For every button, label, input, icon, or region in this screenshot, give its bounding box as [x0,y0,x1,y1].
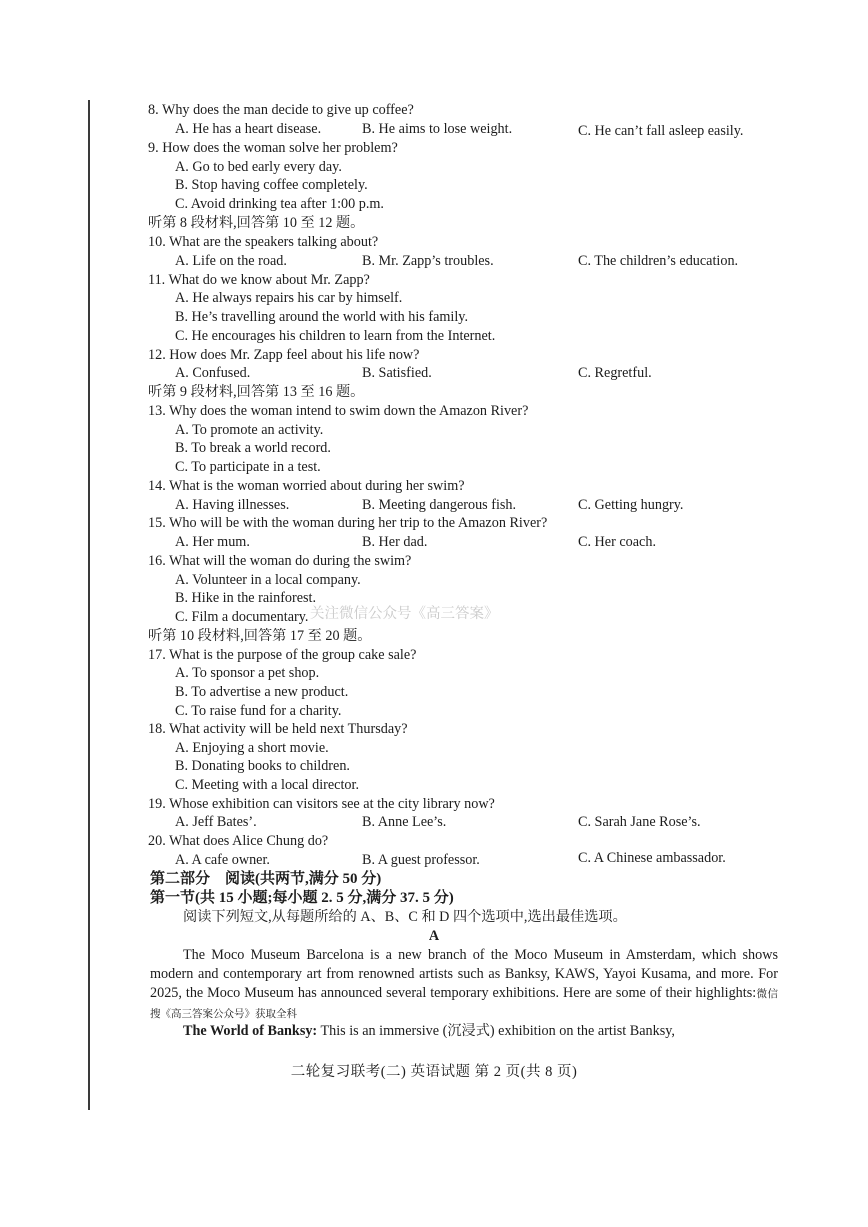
question-12: 12. How does Mr. Zapp feel about his life now? [148,347,420,363]
q19-option-a: A. Jeff Bates’. [175,814,257,830]
question-16: 16. What will the woman do during the swim? [148,553,412,569]
para-footnote: 微信搜《高三答案公众号》获取全科 [150,988,778,1021]
question-19: 19. Whose exhibition can visitors see at the city library now? [148,796,495,812]
q9-option-b: B. Stop having coffee completely. [175,177,368,193]
reading-instruction: 阅读下列短文,从每题所给的 A、B、C 和 D 四个选项中,选出最佳选项。 [183,909,627,925]
q12-option-b: B. Satisfied. [362,365,432,381]
q14-option-a: A. Having illnesses. [175,497,290,513]
q15-option-a: A. Her mum. [175,534,250,550]
q10-option-a: A. Life on the road. [175,253,287,269]
question-14: 14. What is the woman worried about during her swim? [148,478,465,494]
q15-option-c: C. Her coach. [578,534,656,550]
q18-option-a: A. Enjoying a short movie. [175,740,329,756]
question-18: 18. What activity will be held next Thursday? [148,721,408,737]
q18-option-c: C. Meeting with a local director. [175,777,359,793]
section-9-header: 听第 9 段材料,回答第 13 至 16 题。 [148,384,365,400]
q9-option-a: A. Go to bed early every day. [175,159,342,175]
question-11: 11. What do we know about Mr. Zapp? [148,272,370,288]
q9-option-c: C. Avoid drinking tea after 1:00 p.m. [175,196,384,212]
question-20: 20. What does Alice Chung do? [148,833,329,849]
part-2-title: 第二部分 阅读(共两节,满分 50 分) [150,871,382,887]
q16-option-c: C. Film a documentary. [175,609,309,625]
part-2-section-1: 第一节(共 15 小题;每小题 2. 5 分,满分 37. 5 分) [150,890,454,906]
question-9: 9. How does the woman solve her problem? [148,140,398,156]
q17-option-a: A. To sponsor a pet shop. [175,665,320,681]
question-8: 8. Why does the man decide to give up coffee? [148,102,414,118]
passage-a-paragraph-2: The World of Banksy: This is an immersive (沉浸式) exhibition on the artist Banksy, [183,1023,675,1039]
passage-a-paragraph-1: The Moco Museum Barcelona is a new branch of the Moco Museum in Amsterdam, which shows modern and contemporary art from renowned artists such as Banksy, KAWS, Yayoi Kusama, and more. For 2025, the Moco Museum has announced several temporary exhibitions. Here are some of their highlights:微信搜《高三答案公众号》获取全科 [150,947,778,1021]
q17-option-b: B. To advertise a new product. [175,684,349,700]
q16-option-a: A. Volunteer in a local company. [175,572,361,588]
section-10-header: 听第 10 段材料,回答第 17 至 20 题。 [148,628,372,644]
q20-option-b: B. A guest professor. [362,852,480,868]
q11-option-a: A. He always repairs his car by himself. [175,290,403,306]
page-footer: 二轮复习联考(二) 英语试题 第 2 页(共 8 页) [290,1064,578,1080]
q20-option-c: C. A Chinese ambassador. [578,850,726,866]
q14-option-b: B. Meeting dangerous fish. [362,497,517,513]
q11-option-b: B. He’s travelling around the world with his family. [175,309,469,325]
q16-option-b: B. Hike in the rainforest. [175,590,317,606]
passage-a-title: A [428,928,440,944]
q19-option-b: B. Anne Lee’s. [362,814,447,830]
q10-option-c: C. The children’s education. [578,253,739,269]
q19-option-c: C. Sarah Jane Rose’s. [578,814,701,830]
section-8-header: 听第 8 段材料,回答第 10 至 12 题。 [148,215,365,231]
q14-option-c: C. Getting hungry. [578,497,684,513]
q13-option-b: B. To break a world record. [175,440,331,456]
q13-option-c: C. To participate in a test. [175,459,321,475]
q8-option-c: C. He can’t fall asleep easily. [578,123,744,139]
q18-option-b: B. Donating books to children. [175,758,350,774]
q8-option-b: B. He aims to lose weight. [362,121,513,137]
q8-option-a: A. He has a heart disease. [175,121,322,137]
q13-option-a: A. To promote an activity. [175,422,324,438]
q12-option-a: A. Confused. [175,365,251,381]
question-17: 17. What is the purpose of the group cake sale? [148,647,417,663]
question-13: 13. Why does the woman intend to swim down the Amazon River? [148,403,529,419]
q12-option-c: C. Regretful. [578,365,652,381]
q10-option-b: B. Mr. Zapp’s troubles. [362,253,494,269]
watermark-text: 关注微信公众号《高三答案》 [310,606,499,622]
q17-option-c: C. To raise fund for a charity. [175,703,342,719]
exhibition-title: The World of Banksy: [183,1023,318,1039]
q15-option-b: B. Her dad. [362,534,428,550]
q11-option-c: C. He encourages his children to learn from the Internet. [175,328,496,344]
q20-option-a: A. A cafe owner. [175,852,270,868]
binding-margin-line [88,100,90,1110]
question-15: 15. Who will be with the woman during her trip to the Amazon River? [148,515,548,531]
question-10: 10. What are the speakers talking about? [148,234,379,250]
